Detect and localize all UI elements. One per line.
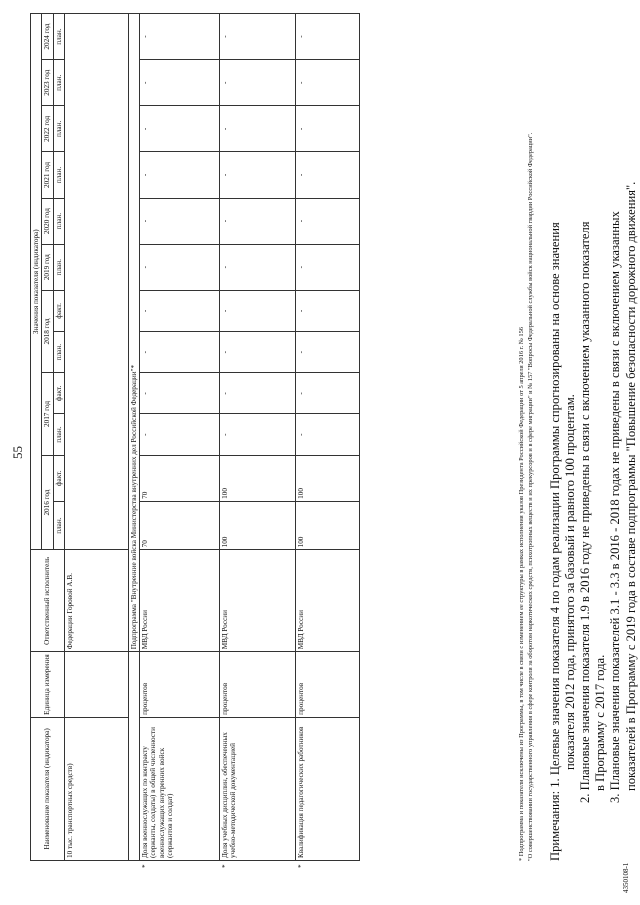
value-cell: - [140, 331, 220, 372]
value-cell: - [296, 60, 360, 106]
header-plan: план. [53, 414, 64, 455]
header-plan: план. [53, 198, 64, 244]
note-text: Плановые значения показателя 1.9 в 2016 году не приведены в связи с включением указанного показателя [578, 221, 593, 791]
footnote-line: "О совершенствовании государственного управления в сфере контроля за оборотом наркотических средств, психотропных веществ и их прекурсоров и в сфере миграции" и № 157 "Вопросы Федеральной службы войск национальной гвардии Российской Федерации". [527, 132, 534, 861]
value-cell: - [296, 14, 360, 60]
footnote-star: * [221, 864, 230, 868]
footnote-line: * Подпрограмма и показатели исключены из Программы, в том числе в связи с изменением ее структуры в рамках исполнения указов Президента Российской Федерации от 5 апреля 2016 г. № 156 [518, 327, 525, 861]
carry-row-responsible: Федерации Горовой А.В. [64, 550, 128, 652]
header-year: 2020 год [42, 198, 53, 244]
table-row [296, 14, 360, 861]
footnote-star: * [141, 864, 150, 868]
table-row [64, 14, 128, 861]
responsible-cell: МВД России [220, 550, 296, 652]
value-cell: - [296, 244, 360, 290]
note-text: Целевые значения показателя 4 по годам реализации Программы спрогнозированы на основе значения [548, 222, 562, 776]
header-unit: Единица измерения [31, 652, 65, 718]
value-cell: - [140, 14, 220, 60]
header-plan: план. [53, 244, 64, 290]
value-cell: - [296, 152, 360, 198]
value-cell: - [140, 244, 220, 290]
value-cell: - [140, 106, 220, 152]
note-text-cont: в Программу с 2017 года. [593, 654, 608, 791]
value-cell: - [140, 290, 220, 331]
note-text: Плановые значения показателей 3.1 - 3.3 в 2016 - 2018 годах не приведены в связи с включением указанных [608, 211, 623, 791]
value-cell: - [140, 198, 220, 244]
indicator-name: Доля военнослужащих по контракту (сержанты, солдаты) в общей численности военнослужащих внутренних войск (сержантов и солдат) [141, 727, 174, 858]
indicators-table [30, 13, 360, 868]
header-year: 2021 год [42, 152, 53, 198]
value-cell: - [220, 331, 296, 372]
value-cell: - [296, 290, 360, 331]
header-year: 2018 год [42, 290, 53, 373]
value-cell: - [140, 414, 220, 455]
header-year: 2023 год [42, 60, 53, 106]
subprogram-title: Подпрограмма "Внутренние войска Министерства внутренних дел Российской Федерации"* [128, 14, 139, 652]
header-fact: факт. [53, 373, 64, 414]
header-plan: план. [53, 60, 64, 106]
value-cell: - [220, 60, 296, 106]
header-year: 2017 год [42, 373, 53, 456]
header-values-group: Значения показателя (индикатора) [31, 14, 42, 550]
header-plan: план. [53, 14, 64, 60]
value-cell: 100 [296, 501, 360, 550]
footnote-star: * [297, 864, 306, 868]
value-cell: - [220, 373, 296, 414]
subprogram-row [128, 14, 139, 861]
value-cell: 100 [220, 455, 296, 501]
value-cell: - [220, 106, 296, 152]
note-text-cont: показателя 2012 года, принятого за базовый и равного 100 процентам. [563, 394, 578, 770]
carry-row-name: 10 тыс. транспортных средств) [64, 717, 128, 860]
header-year: 2022 год [42, 106, 53, 152]
header-plan: план. [53, 152, 64, 198]
header-year: 2024 год [42, 14, 53, 60]
notes-label: Примечания: [548, 790, 562, 861]
header-fact: факт. [53, 290, 64, 331]
table-row [140, 14, 220, 861]
value-cell: - [220, 244, 296, 290]
note-number: 3. [608, 793, 623, 803]
value-cell: 70 [140, 455, 220, 501]
value-cell: - [296, 331, 360, 372]
value-cell: - [296, 373, 360, 414]
unit-cell: процентов [140, 652, 220, 718]
note-number: 1. [548, 778, 562, 788]
header-year: 2016 год [42, 455, 53, 550]
value-cell: - [296, 414, 360, 455]
value-cell: - [140, 373, 220, 414]
header-plan: план. [53, 501, 64, 550]
header-year: 2019 год [42, 244, 53, 290]
header-plan: план. [53, 106, 64, 152]
value-cell: - [140, 60, 220, 106]
footnotes [518, 21, 536, 861]
page-number: 55 [10, 446, 25, 459]
responsible-cell: МВД России [296, 550, 360, 652]
table-row [220, 14, 296, 861]
value-cell: - [296, 106, 360, 152]
table-header [31, 14, 65, 861]
value-cell: - [140, 152, 220, 198]
notes-block [548, 13, 639, 861]
note-text-cont: показателей в Программу с 2019 года в составе подпрограммы "Повышение безопасности дорожного движения". [623, 181, 638, 791]
value-cell: - [296, 198, 360, 244]
value-cell: - [220, 290, 296, 331]
value-cell: - [220, 414, 296, 455]
value-cell: 70 [140, 501, 220, 550]
note-item [548, 13, 578, 861]
responsible-cell: МВД России [140, 550, 220, 652]
header-fact: факт. [53, 455, 64, 501]
value-cell: - [220, 198, 296, 244]
header-plan: план. [53, 331, 64, 372]
value-cell: 100 [220, 501, 296, 550]
note-item [578, 13, 608, 861]
unit-cell: процентов [296, 652, 360, 718]
note-item [608, 13, 638, 861]
header-responsible: Ответственный исполнитель [31, 550, 65, 652]
unit-cell: процентов [220, 652, 296, 718]
value-cell: - [220, 14, 296, 60]
document-code: 4350108-1 [622, 862, 630, 893]
value-cell: - [220, 152, 296, 198]
header-name: Наименование показателя (индикатора) [31, 717, 65, 860]
value-cell: 100 [296, 455, 360, 501]
indicator-name: Квалификация педагогических работников [297, 726, 306, 858]
indicator-name: Доля учебных дисциплин, обеспеченных учебно-методической документацией [221, 732, 238, 858]
note-number: 2. [578, 793, 593, 803]
